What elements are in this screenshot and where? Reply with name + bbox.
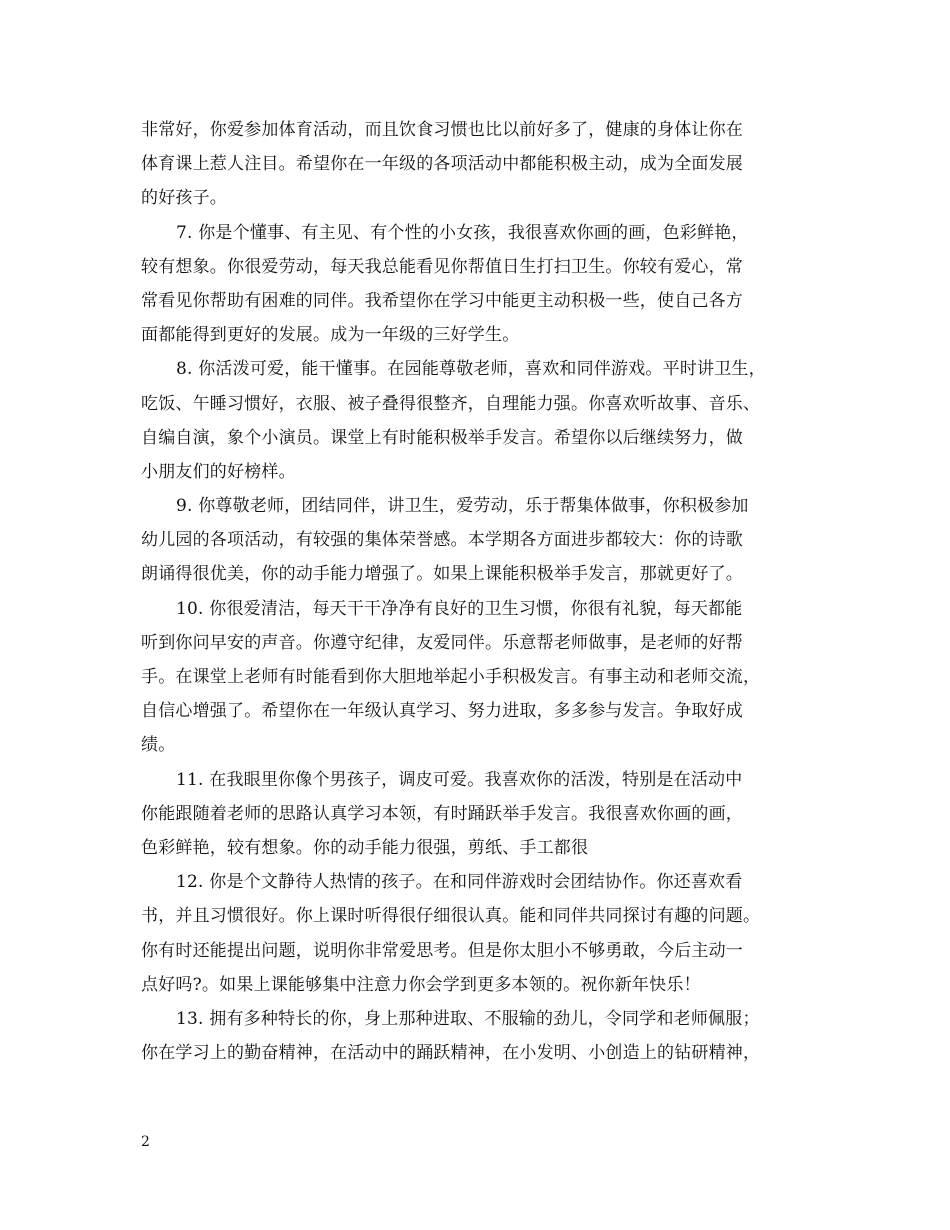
text-line: 的好孩子。 — [141, 188, 227, 209]
text-line: 你能跟随着老师的思路认真学习本领，有时踊跃举手发言。我很喜欢你画的画， — [141, 803, 743, 824]
text-line: 较有想象。你很爱劳动，每天我总能看见你帮值日生打扫卫生。你较有爱心，常 — [141, 256, 743, 277]
paragraph-start-line: 11. 在我眼里你像个男孩子，调皮可爱。我喜欢你的活泼，特别是在活动中 — [176, 769, 743, 790]
text-line: 你有时还能提出问题，说明你非常爱思考。但是你太胆小不够勇敢，今后主动一 — [141, 940, 743, 961]
text-line: 自编自演，象个小演员。课堂上有时能积极举手发言。希望你以后继续努力，做 — [141, 427, 743, 448]
text-line: 常看见你帮助有困难的同伴。我希望你在学习中能更主动积极一些，使自己各方 — [141, 290, 743, 311]
text-line: 体育课上惹人注目。希望你在一年级的各项活动中都能积极主动，成为全面发展 — [141, 154, 743, 175]
paragraph-start-line: 7. 你是个懂事、有主见、有个性的小女孩，我很喜欢你画的画，色彩鲜艳， — [176, 222, 749, 243]
paragraph-start-line: 9. 你尊敬老师，团结同伴，讲卫生，爱劳动，乐于帮集体做事，你积极参加 — [176, 496, 749, 517]
text-line: 吃饭、午睡习惯好，衣服、被子叠得很整齐，自理能力强。你喜欢听故事、音乐、 — [141, 393, 761, 414]
text-line: 面都能得到更好的发展。成为一年级的三好学生。 — [141, 325, 520, 346]
text-line: 书，并且习惯很好。你上课时听得很仔细很认真。能和同伴共同探讨有趣的问题。 — [141, 906, 761, 927]
paragraph-start-line: 8. 你活泼可爱，能干懂事。在园能尊敬老师，喜欢和同伴游戏。平时讲卫生， — [176, 359, 766, 380]
text-line: 幼儿园的各项活动，有较强的集体荣誉感。本学期各方面进步都较大：你的诗歌 — [141, 530, 743, 551]
text-line: 自信心增强了。希望你在一年级认真学习、努力进取，多多参与发言。争取好成 — [141, 701, 743, 722]
text-line: 你在学习上的勤奋精神，在活动中的踊跃精神，在小发明、小创造上的钻研精神， — [141, 1043, 761, 1064]
text-line: 点好吗?。如果上课能够集中注意力你会学到更多本领的。祝你新年快乐！ — [141, 974, 701, 995]
text-line: 听到你问早安的声音。你遵守纪律，友爱同伴。乐意帮老师做事，是老师的好帮 — [141, 632, 743, 653]
paragraph-start-line: 12. 你是个文静待人热情的孩子。在和同伴游戏时会团结协作。你还喜欢看 — [176, 872, 743, 893]
paragraph-start-line: 10. 你很爱清洁，每天干干净净有良好的卫生习惯，你很有礼貌，每天都能 — [176, 598, 743, 619]
text-line: 手。在课堂上老师有时能看到你大胆地举起小手积极发言。有事主动和老师交流， — [141, 667, 761, 687]
text-line: 小朋友们的好榜样。 — [141, 461, 296, 482]
page-number: 2 — [141, 1134, 150, 1150]
text-line: 朗诵得很优美，你的动手能力增强了。如果上课能积极举手发言，那就更好了。 — [141, 564, 743, 585]
text-line: 绩。 — [141, 735, 176, 756]
document-body — [141, 113, 811, 1070]
text-line: 色彩鲜艳，较有想象。你的动手能力很强，剪纸、手工都很 — [141, 837, 589, 858]
paragraph-start-line: 13. 拥有多种特长的你，身上那种进取、不服输的劲儿，令同学和老师佩服； — [176, 1008, 760, 1029]
text-line: 非常好，你爱参加体育活动，而且饮食习惯也比以前好多了，健康的身体让你在 — [141, 120, 743, 140]
